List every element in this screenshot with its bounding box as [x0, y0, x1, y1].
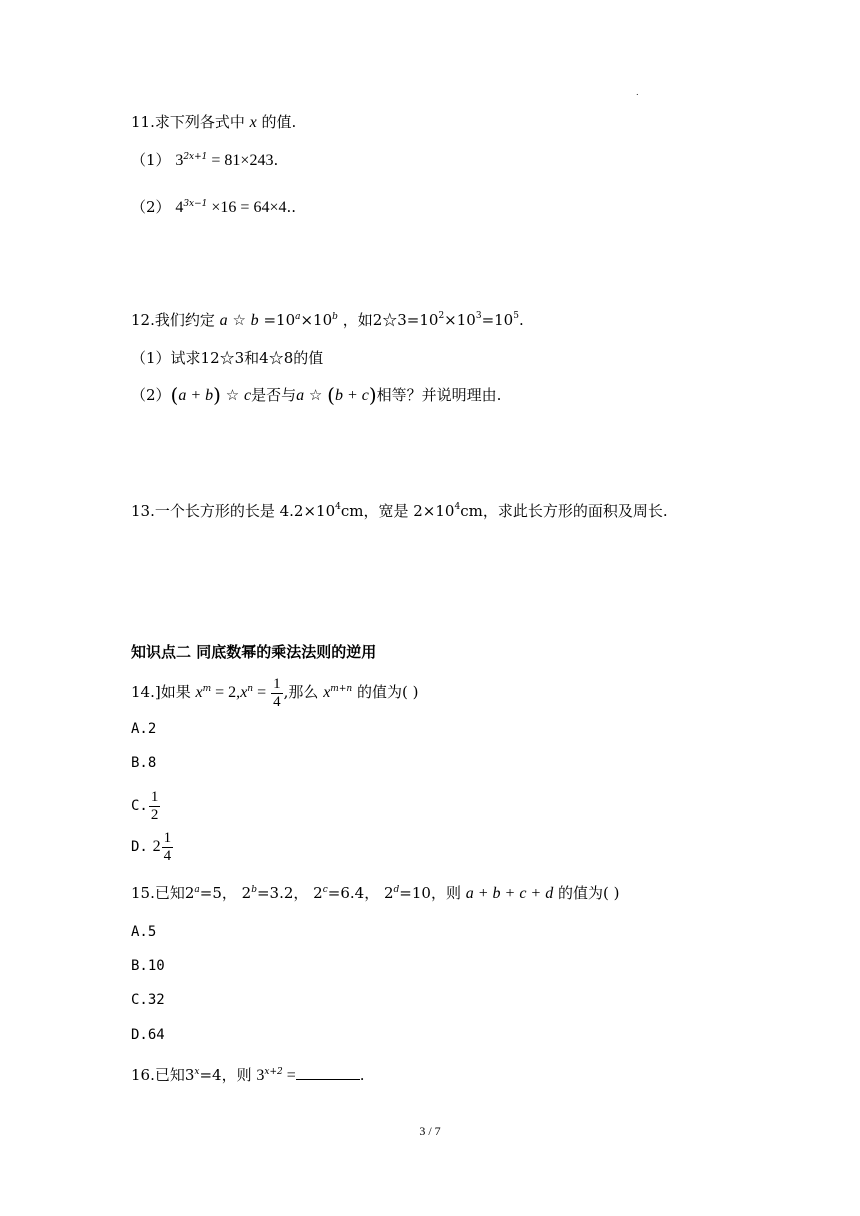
q11-p1-end: . [273, 151, 279, 169]
q14-exp-mn: m+n [330, 684, 353, 694]
q12-p2-ab: a + b [178, 387, 214, 404]
q14-eq2: = [253, 684, 271, 701]
q14-option-c-fraction [149, 789, 161, 824]
q12-exp-a: a [295, 312, 301, 322]
q14-x2: x [240, 684, 248, 701]
q12-times: ×10 [300, 311, 333, 329]
q14-option-c-num: 1 [150, 788, 159, 805]
q12-stem [131, 310, 524, 331]
q14-x1: x [195, 684, 203, 701]
q13-stem [131, 501, 668, 521]
q12-star: ☆ [232, 311, 246, 329]
q15-exp-a: a [194, 885, 200, 895]
q12-example-eq: =10 [481, 311, 514, 329]
q12-eq: =10 [263, 311, 296, 329]
q14-fraction [271, 676, 283, 711]
q12-p2-paren-open: ( [170, 383, 179, 407]
q11-number: 11. [131, 113, 155, 131]
q15-end: 的值为( ) [558, 884, 620, 902]
q13-exp1: 4 [335, 502, 341, 512]
q12-exp-b: b [332, 312, 338, 322]
q12-p2-star2: ☆ [308, 386, 323, 404]
q12-example: ，如2☆3=10 [342, 311, 439, 329]
q15-number: 15.已知2 [131, 884, 195, 902]
section-heading: 知识点二 同底数幂的乘法法则的逆用 [131, 643, 377, 661]
corner-mark: . [636, 88, 639, 97]
q14-option-a: A.2 [131, 721, 157, 737]
q12-p2-bc: b + c [334, 387, 369, 404]
q16-exp-x: x [194, 1067, 200, 1077]
q15-stem [131, 883, 620, 904]
q12-p2-paren-close2: ) [368, 383, 377, 407]
q14-x3: x [323, 684, 331, 701]
q14-eq1: = 2, [211, 684, 241, 701]
q14-frac-num: 1 [273, 675, 281, 692]
q15-t1: =5， 2 [199, 884, 252, 902]
q12-var-a: a [219, 312, 228, 329]
q11-text: 求下列各式中 [154, 113, 245, 131]
q12-example-mid: ×10 [444, 311, 476, 329]
q16-t1: =4，则 [199, 1066, 252, 1084]
q11-part1 [131, 150, 278, 171]
q12-p2-mid: 是否与 [251, 386, 297, 404]
q14-option-d-den: 4 [163, 847, 172, 864]
page-indicator: 3 / 7 [419, 1124, 441, 1138]
q16-exp: x+2 [264, 1067, 283, 1077]
q14-option-c-label: C. [131, 798, 148, 814]
q15-exp-d: d [393, 885, 400, 895]
q13-text3: cm，求此长方形的面积及周长. [460, 502, 668, 520]
q12-var-b: b [250, 312, 259, 329]
q14-option-c-den: 2 [150, 806, 159, 823]
q12-p2-label: （2） [131, 386, 171, 404]
q14-exp-n: n [247, 684, 254, 694]
q12-p2-a: a [296, 387, 305, 404]
q11-p1-rest: = 81×243 [207, 152, 274, 169]
q11-text-end: 的值. [261, 113, 297, 131]
q11-p1-exponent: 2x+1 [183, 152, 208, 162]
q16-base: 3 [256, 1067, 265, 1084]
q14-option-d-num: 1 [163, 829, 172, 846]
q15-exp-b: b [251, 885, 257, 895]
q15-option-d: D.64 [131, 1027, 165, 1043]
q15-t2: =3.2， 2 [256, 884, 323, 902]
q12-part1 [131, 348, 323, 368]
q16-answer-blank[interactable] [296, 1065, 360, 1080]
q16-eq: = [282, 1067, 296, 1084]
q12-p1-text: （1）试求12☆3和4☆8的值 [131, 349, 324, 367]
q16-stem [131, 1065, 365, 1086]
q12-exp-5: 5 [513, 311, 519, 321]
q11-p2-base: 4 [175, 199, 184, 216]
q12-exp-3: 3 [475, 311, 482, 321]
q15-sum: a + b + c + d [465, 885, 554, 902]
q12-text: 我们约定 [154, 311, 215, 329]
q14-option-b: B.8 [131, 755, 157, 771]
q14-option-d-label: D. [131, 839, 148, 855]
q15-option-b: B.10 [131, 958, 165, 974]
q14-option-d [131, 826, 174, 867]
q14-stem [131, 675, 418, 711]
q11-p2-label: （2） [131, 198, 171, 216]
q13-text1: 13.一个长方形的长是 4.2×10 [131, 502, 336, 520]
q14-option-c [131, 785, 161, 826]
q12-p2-paren-open2: ( [327, 383, 335, 407]
q14-frac-den: 4 [273, 693, 281, 710]
q14-number: 14.]如果 [131, 683, 191, 701]
q12-number: 12. [131, 311, 155, 329]
q11-stem [131, 112, 296, 133]
q12-p2-c: c [243, 387, 252, 404]
q14-option-d-fraction [162, 830, 174, 865]
q11-part2 [131, 197, 296, 218]
q12-p2-paren-close: ) [213, 383, 221, 407]
q15-exp-c: c [322, 885, 328, 895]
q16-number: 16.已知3 [131, 1066, 195, 1084]
q12-p2-star: ☆ [225, 386, 240, 404]
q15-option-a: A.5 [131, 924, 157, 940]
q11-var: x [249, 114, 257, 131]
q13-exp2: 4 [454, 502, 461, 512]
q12-part2 [131, 385, 501, 406]
q14-exp-m: m [202, 684, 212, 694]
q11-p2-rest: ×16 = 64×4 [207, 199, 287, 216]
q14-option-d-whole: 2 [152, 838, 161, 855]
q11-p1-base: 3 [175, 152, 184, 169]
q16-end: . [359, 1066, 365, 1084]
q11-p2-exponent: 3x−1 [183, 199, 208, 209]
q11-p2-end: .. [286, 198, 297, 216]
q14-mid: ,那么 [283, 683, 319, 701]
q15-t4: =10，则 [399, 884, 461, 902]
q13-text2: cm，宽是 2×10 [340, 502, 455, 520]
q12-end: . [518, 311, 524, 329]
q12-p2-end: 相等？并说明理由. [376, 386, 502, 404]
q15-t3: =6.4， 2 [327, 884, 394, 902]
q15-option-c: C.32 [131, 992, 165, 1008]
q14-end: 的值为( ) [356, 683, 419, 701]
q11-p1-label: （1） [131, 151, 171, 169]
q12-exp-2: 2 [438, 311, 445, 321]
